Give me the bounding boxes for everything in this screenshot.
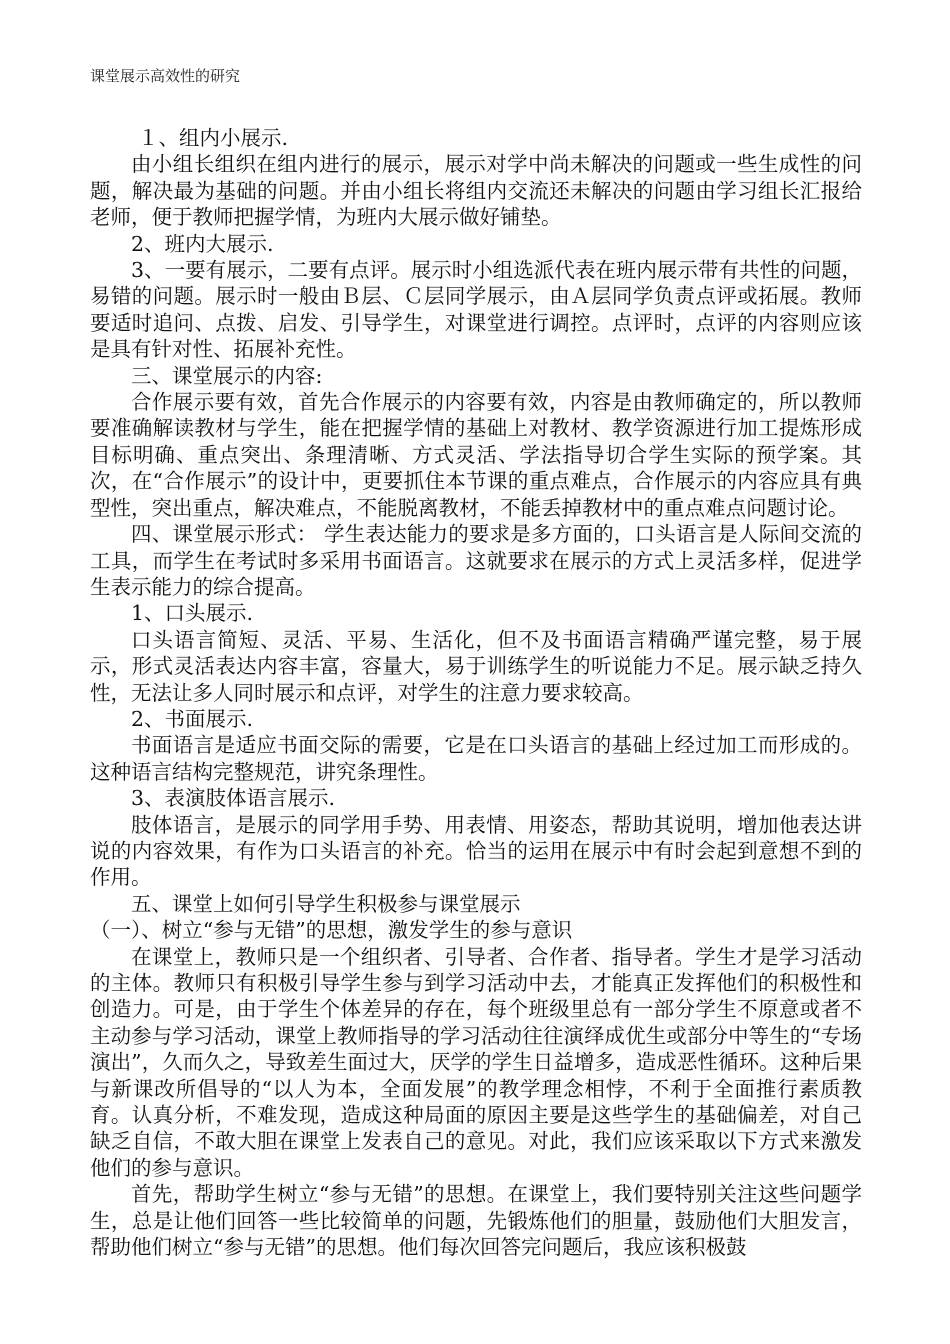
body-paragraph: 在课堂上，教师只是一个组织者、引导者、合作者、指导者。学生才是学习活动的主体。教师只有积极引导学生参与到学习活动中去，才能真正发挥他们的积极性和创造力。可是，由于学生个体差异的存在，每个班级里总有一部分学生不原意或者不主动参与学习活动，课堂上教师指导的学习活动往往演绎成优生或部分中等生的“专场演出”，久而久之，导致差生面过大，厌学的学生日益增多，造成恶性循环。这种后果与新课改所倡导的“以人为本，全面发展”的教学理念相悖，不利于全面推行素质教育。认真分析，不难发现，造成这种局面的原因主要是这些学生的基础偏差，对自己缺乏自信，不敢大胆在课堂上发表自己的意见。对此，我们应该采取以下方式来激发他们的参与意识。	[90, 944, 862, 1180]
body-paragraph: 首先，帮助学生树立“参与无错”的思想。在课堂上，我们要特别关注这些问题学生，总是让他们回答一些比较简单的问题，先锻炼他们的胆量，鼓励他们大胆发言，帮助他们树立“参与无错”的思想。他们每次回答完问题后，我应该积极鼓	[90, 1182, 862, 1260]
body-paragraph: 2、班内大展示.	[131, 231, 274, 256]
body-paragraph: 由小组长组织在组内进行的展示，展示对学中尚未解决的问题或一些生成性的问题，解决最为基础的问题。并由小组长将组内交流还未解决的问题由学习组长汇报给老师，便于教师把握学情，为班内大展示做好铺垫。	[90, 152, 862, 230]
body-paragraph: １、组内小展示.	[138, 126, 289, 150]
body-paragraph: （一）、树立“参与无错”的思想，激发学生的参与意识	[90, 918, 573, 943]
page-header-title: 课堂展示高效性的研究	[90, 67, 241, 85]
body-paragraph: 三、课堂展示的内容:	[131, 363, 323, 388]
body-paragraph: 五、课堂上如何引导学生积极参与课堂展示	[131, 891, 521, 916]
body-paragraph: 口头语言简短、灵活、平易、生活化，但不及书面语言精确严谨完整，易于展示，形式灵活表达内容丰富，容量大，易于训练学生的听说能力不足。展示缺乏持久性，无法让多人同时展示和点评，对学生的注意力要求较高。	[90, 627, 862, 705]
body-paragraph: 2、书面展示.	[131, 706, 254, 731]
body-paragraph: 四、课堂展示形式： 学生表达能力的要求是多方面的，口头语言是人际间交流的工具，而学生在考试时多采用书面语言。这就要求在展示的方式上灵活多样，促进学生表示能力的综合提高。	[90, 522, 862, 599]
body-paragraph: 3、一要有展示，二要有点评。展示时小组选派代表在班内展示带有共性的问题，易错的问题。展示时一般由Ｂ层、Ｃ层同学展示，由Ａ层同学负责点评或拓展。教师要适时追问、点拨、启发、引导学生，对课堂进行调控。点评时，点评的内容则应该是具有针对性、拓展补充性。	[90, 258, 862, 362]
body-paragraph: 合作展示要有效，首先合作展示的内容要有效，内容是由教师确定的，所以教师要准确解读教材与学生，能在把握学情的基础上对教材、教学资源进行加工提炼形成目标明确、重点突出、条理清晰、方式灵活、学法指导切合学生实际的预学案。其次，在“合作展示”的设计中，更要抓住本节课的重点难点，合作展示的内容应具有典型性，突出重点，解决难点，不能脱离教材，不能丢掉教材中的重点难点问题讨论。	[90, 390, 862, 520]
body-paragraph: 3、表演肢体语言展示.	[131, 786, 336, 811]
body-paragraph: 肢体语言，是展示的同学用手势、用表情、用姿态，帮助其说明，增加他表达讲说的内容效果，有作为口头语言的补充。恰当的运用在展示中有时会起到意想不到的作用。	[90, 812, 862, 890]
document-body	[90, 125, 862, 1260]
body-paragraph: 1、口头展示.	[131, 601, 254, 626]
body-paragraph: 书面语言是适应书面交际的需要，它是在口头语言的基础上经过加工而形成的。这种语言结构完整规范，讲究条理性。	[90, 733, 862, 784]
